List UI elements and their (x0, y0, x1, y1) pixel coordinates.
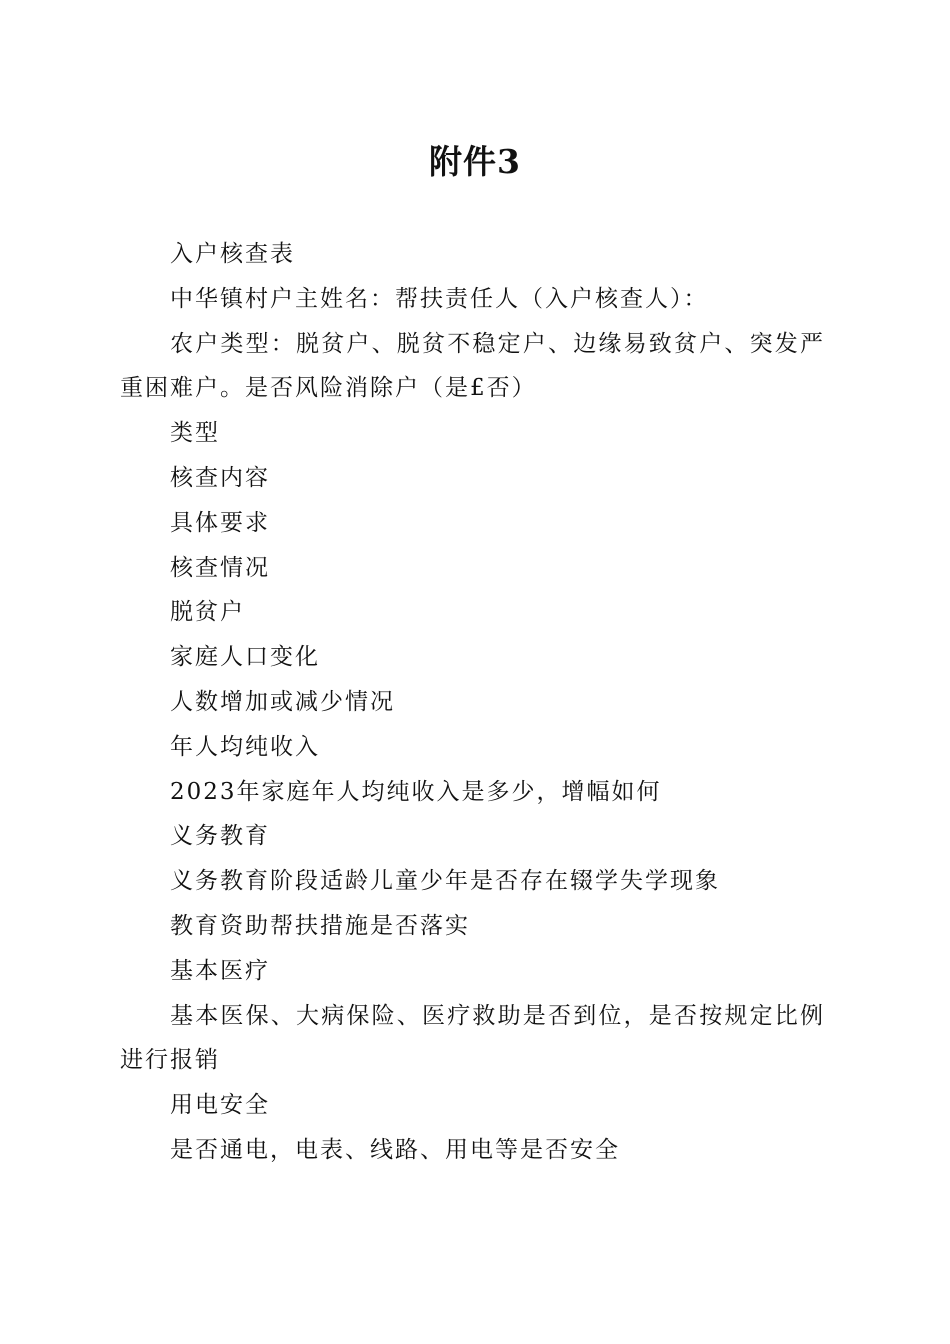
document-title: 附件3 (429, 142, 521, 181)
paragraph-item: 基本医疗 (170, 957, 270, 984)
paragraph-requirement: 2023年家庭年人均纯收入是多少，增幅如何 (170, 778, 662, 805)
document-body (120, 232, 825, 1173)
paragraph-header-status: 核查情况 (170, 554, 270, 581)
paragraph-header-requirement: 具体要求 (170, 509, 270, 536)
paragraph-item: 家庭人口变化 (170, 644, 320, 671)
paragraph-requirement: 教育资助帮扶措施是否落实 (170, 912, 470, 939)
paragraph-header-content: 核查内容 (170, 464, 270, 491)
paragraph-item: 义务教育 (170, 823, 270, 850)
paragraph-household-info: 中华镇村户主姓名：帮扶责任人（入户核查人）： (170, 285, 709, 312)
paragraph-household-type: 农户类型：脱贫户、脱贫不稳定户、边缘易致贫户、突发严重困难户。是否风险消除户（是£否） (120, 330, 825, 402)
paragraph-form-name: 入户核查表 (170, 241, 295, 267)
paragraph-requirement: 义务教育阶段适龄儿童少年是否存在辍学失学现象 (170, 868, 720, 895)
paragraph-item: 年人均纯收入 (170, 733, 320, 760)
paragraph-category: 脱贫户 (170, 599, 245, 626)
paragraph-requirement: 基本医保、大病保险、医疗救助是否到位，是否按规定比例进行报销 (120, 1002, 825, 1074)
paragraph-requirement: 是否通电，电表、线路、用电等是否安全 (170, 1136, 620, 1163)
paragraph-requirement: 人数增加或减少情况 (170, 688, 395, 715)
paragraph-header-type: 类型 (170, 420, 220, 447)
paragraph-item: 用电安全 (170, 1092, 270, 1119)
